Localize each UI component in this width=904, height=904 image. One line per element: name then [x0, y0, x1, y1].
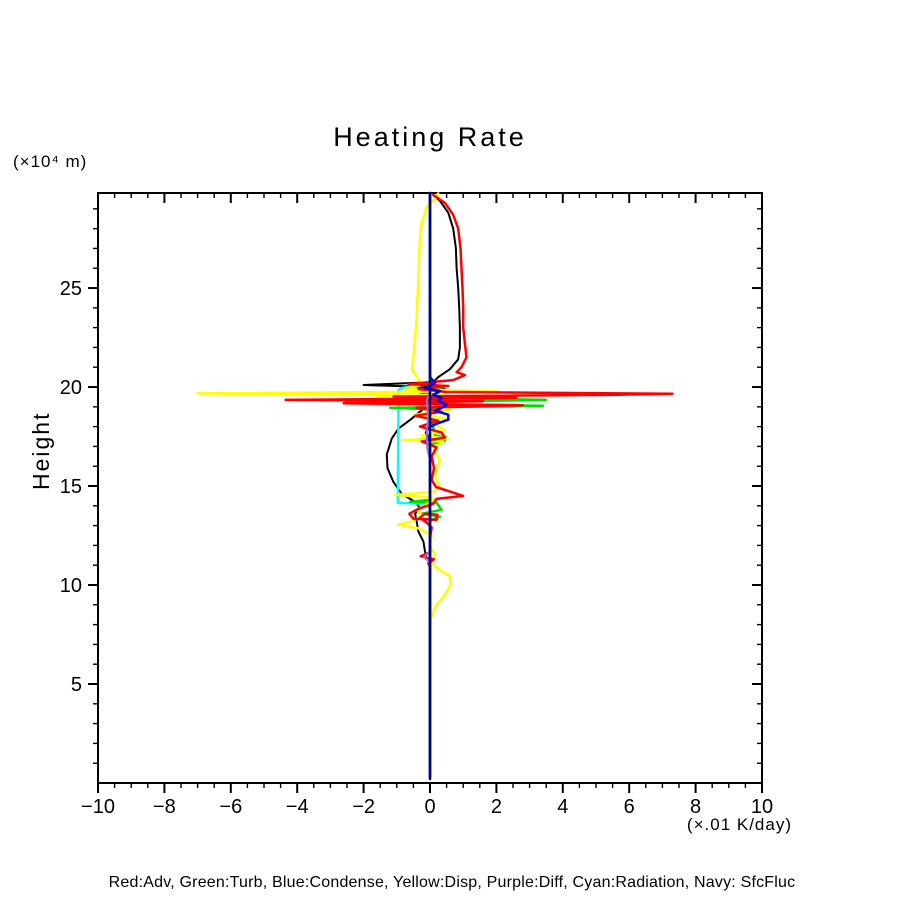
series-cyan-line [398, 193, 430, 777]
x-tick-label: −4 [285, 796, 309, 818]
x-tick-label: −2 [352, 796, 376, 818]
x-tick-label: 6 [623, 796, 635, 818]
y-tick-label: 25 [59, 278, 82, 301]
series-blue-line [425, 193, 448, 777]
series-black-line [364, 195, 460, 559]
x-tick-label: 2 [490, 796, 502, 818]
x-tick-label: 10 [750, 796, 774, 818]
x-tick-label: −10 [81, 796, 115, 818]
x-tick-label: −6 [219, 796, 243, 818]
series-red-line [286, 195, 673, 567]
y-tick-label: 10 [59, 575, 82, 598]
chart-title: Heating Rate [333, 122, 527, 152]
y-axis-title: Height [28, 411, 54, 490]
series-green-line [344, 193, 547, 777]
x-tick-label: 8 [690, 796, 702, 818]
x-tick-label: 0 [424, 796, 436, 818]
y-tick-label: 15 [59, 476, 82, 499]
x-tick-label: −8 [152, 796, 176, 818]
y-tick-label: 20 [59, 377, 82, 400]
x-axis-unit-label: (×.01 K/day) [686, 815, 792, 834]
y-axis-unit-label: (×10⁴ m) [13, 152, 88, 171]
x-tick-label: 4 [557, 796, 569, 818]
y-tick-label: 5 [70, 674, 82, 697]
legend-text: Red:Adv, Green:Turb, Blue:Condense, Yellow:Disp, Purple:Diff, Cyan:Radiation, Navy: SfcFluc [108, 874, 796, 891]
